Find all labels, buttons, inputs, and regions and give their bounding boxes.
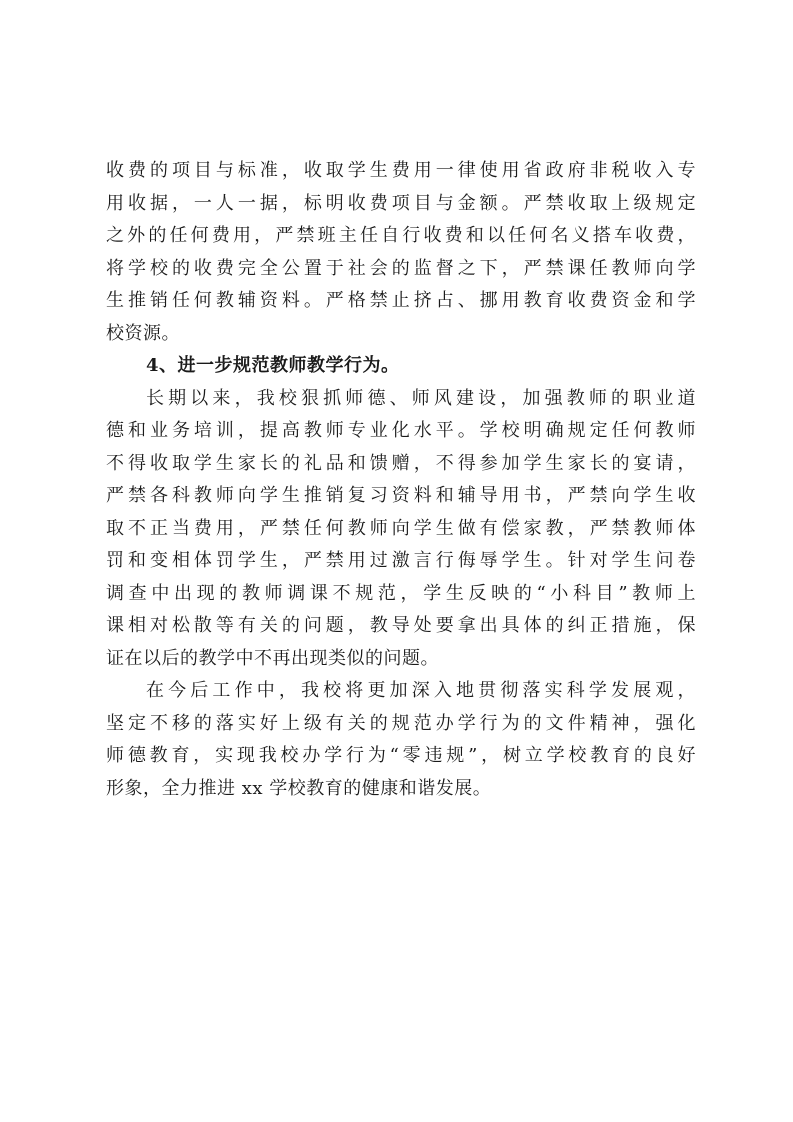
body-line: 德和业务培训，提高教师专业化水平。学校明确规定任何教师 [106, 420, 696, 441]
body-line: 取不正当费用，严禁任何教师向学生做有偿家教，严禁教师体 [106, 517, 696, 539]
body-line: 调查中出现的教师调课不规范，学生反映的“小科目”教师上 [106, 582, 696, 604]
body-line: 不得收取学生家长的礼品和馈赠，不得参加学生家长的宴请， [106, 452, 696, 474]
body-line: 长期以来，我校狠抓师德、师风建设，加强教师的职业道 [146, 387, 696, 409]
body-line: 在今后工作中，我校将更加深入地贯彻落实科学发展观， [146, 680, 696, 701]
body-line: 证在以后的教学中不再出现类似的问题。 [106, 647, 439, 669]
body-line: 师德教育，实现我校办学行为“零违规”，树立学校教育的良好 [106, 745, 696, 766]
body-line: 坚定不移的落实好上级有关的规范办学行为的文件精神，强化 [106, 712, 696, 734]
body-line: 严禁各科教师向学生推销复习资料和辅导用书，严禁向学生收 [106, 485, 696, 506]
body-line: 收费的项目与标准，收取学生费用一律使用省政府非税收入专 [106, 160, 696, 181]
body-line: 之外的任何费用，严禁班主任自行收费和以任何名义搭车收费， [106, 225, 696, 246]
body-line: 校资源。 [106, 322, 180, 344]
body-line: 用收据，一人一据，标明收费项目与金额。严禁收取上级规定 [106, 192, 696, 214]
body-line: 生推销任何教辅资料。严格禁止挤占、挪用教育收费资金和学 [106, 290, 696, 311]
section-heading: 4、进一步规范教师教学行为。 [146, 355, 400, 376]
document-body [106, 155, 696, 805]
body-line: 形象，全力推进 xx 学校教育的健康和谐发展。 [106, 777, 492, 799]
body-line: 将学校的收费完全公置于社会的监督之下，严禁课任教师向学 [106, 257, 696, 279]
body-line: 罚和变相体罚学生，严禁用过激言行侮辱学生。针对学生问卷 [106, 550, 696, 571]
body-line: 课相对松散等有关的问题，教导处要拿出具体的纠正措施，保 [106, 615, 696, 636]
